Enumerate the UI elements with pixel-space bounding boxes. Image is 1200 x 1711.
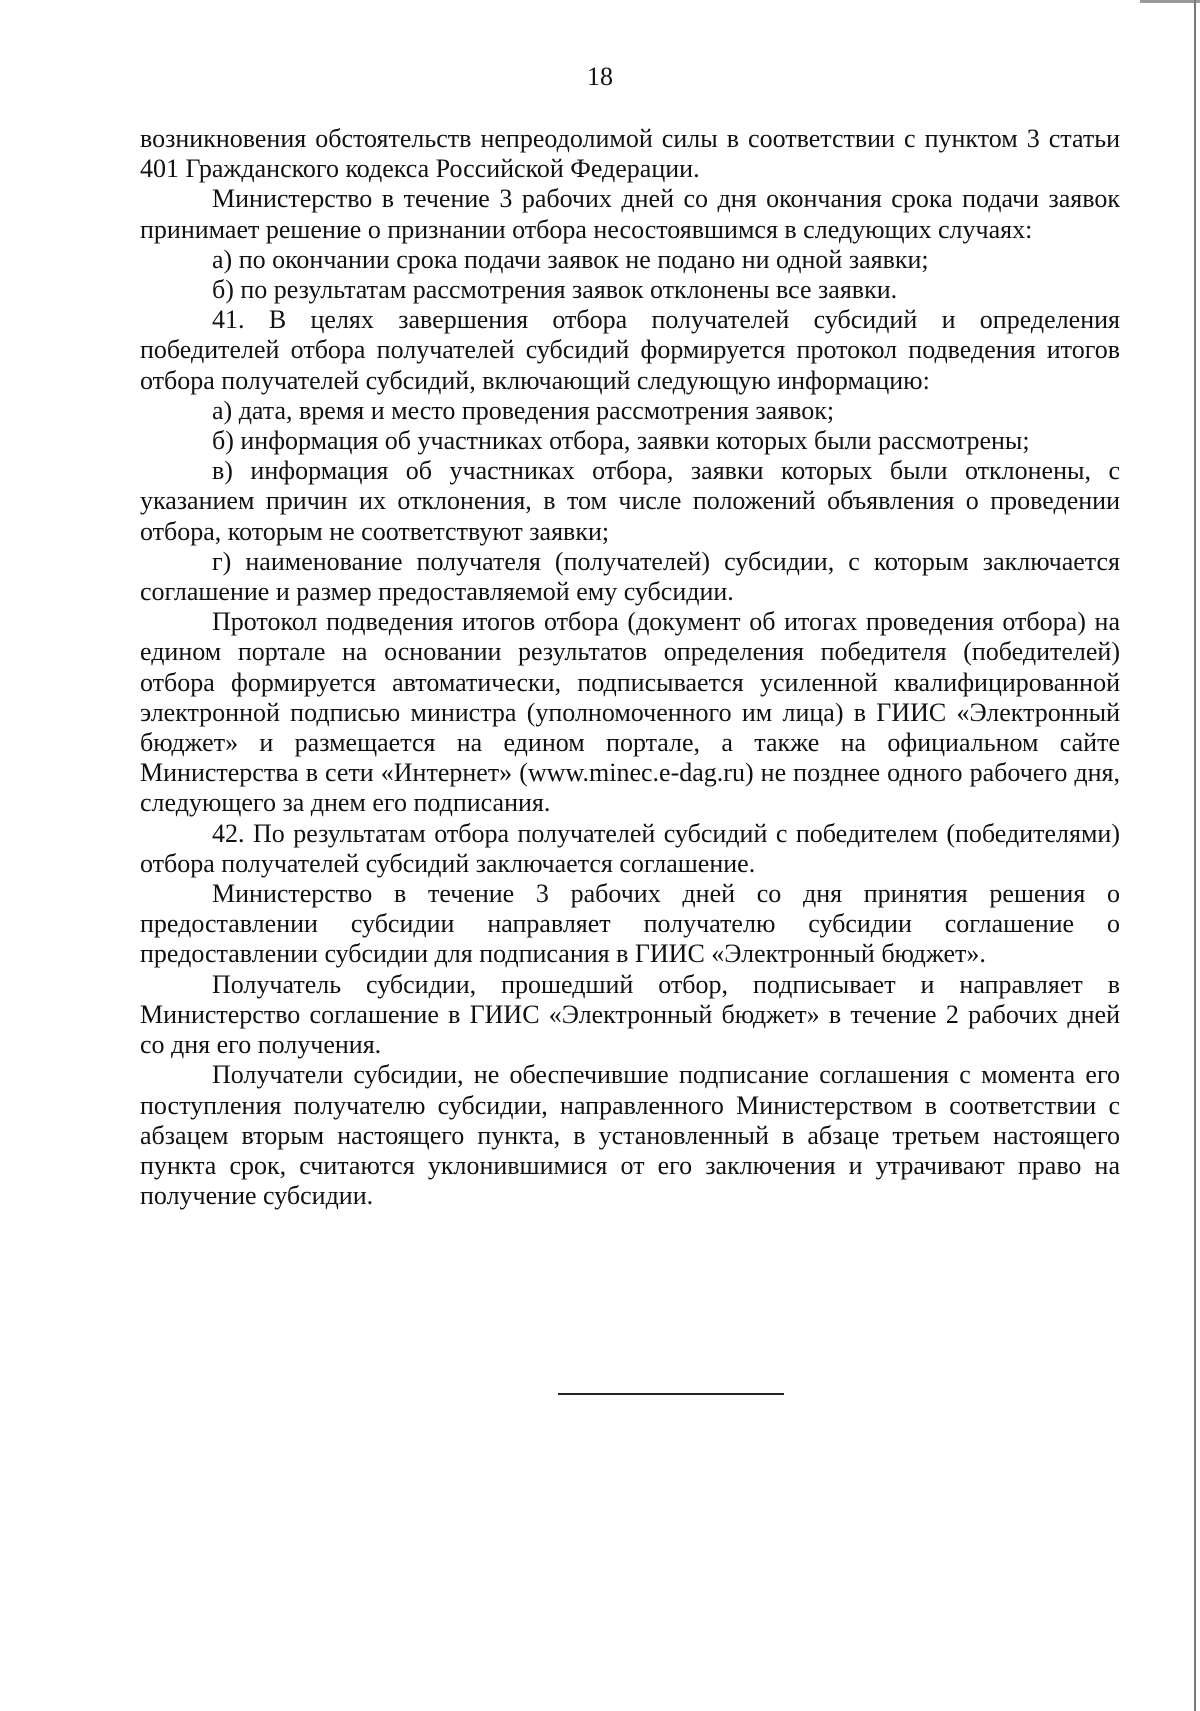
paragraph-2: Министерство в течение 3 рабочих дней со дня окончания срока подачи заявок принимает решение о признании отбора несостоявшимся в следующих случаях: — [140, 184, 1120, 244]
page-number: 18 — [587, 62, 613, 91]
paragraph-12: Министерство в течение 3 рабочих дней со дня принятия решения о предоставлении субсидии направляет получателю субсидии соглашение о предоставлении субсидии для подписания в ГИИС «Электронный бюджет». — [140, 879, 1120, 969]
paragraph-7-item-b: б) информация об участниках отбора, заявки которых были рассмотрены; — [212, 426, 1030, 456]
scan-edge-right — [1194, 0, 1196, 1711]
end-of-text-rule — [558, 1393, 784, 1395]
paragraph-6-item-a: а) дата, время и место проведения рассмотрения заявок; — [212, 395, 835, 425]
document-body — [140, 124, 1120, 1211]
scan-edge-top — [1140, 0, 1200, 3]
paragraph-1: возникновения обстоятельств непреодолимой силы в соответствии с пунктом 3 статьи 401 Гражданского кодекса Российской Федерации. — [140, 124, 1120, 184]
paragraph-13: Получатель субсидии, прошедший отбор, подписывает и направляет в Министерство соглашение в ГИИС «Электронный бюджет» в течение 2 рабочих дней со дня его получения. — [140, 969, 1120, 1060]
paragraph-11-clause-42: 42. По результатам отбора получателей субсидий с победителем (победителями) отбора получателей субсидий заключается соглашение. — [140, 818, 1120, 878]
paragraph-3-item-a: а) по окончании срока подачи заявок не подано ни одной заявки; — [212, 244, 929, 274]
paragraph-10-protocol: Протокол подведения итогов отбора (документ об итогах проведения отбора) на едином портале на основании результатов определения победителя (победителей) отбора формируется автоматически, подписывается усиленной квалифицированной электронной подписью министра (уполномоченного им лица) в ГИИС «Электронный бюджет» и размещается на едином портале, а также на официальном сайте Министерства в сети «Интернет» (www.minec.e-dag.ru) не позднее одного рабочего дня, следующего за днем его подписания. — [140, 607, 1120, 818]
paragraph-8-item-v: в) информация об участниках отбора, заявки которых были отклонены, с указанием причин их отклонения, в том числе положений объявления о проведении отбора, которым не соответствуют заявки; — [140, 456, 1120, 546]
paragraph-14: Получатели субсидии, не обеспечившие подписание соглашения с момента его поступления получателю субсидии, направленного Министерством в соответствии с абзацем вторым настоящего пункта, в установленный в абзаце третьем настоящего пункта срок, считаются уклонившимися от его заключения и утрачивают право на получение субсидии. — [140, 1060, 1120, 1211]
paragraph-9-item-g: г) наименование получателя (получателей) субсидии, с которым заключается соглашение и размер предоставляемой ему субсидии. — [140, 546, 1120, 607]
paragraph-4-item-b: б) по результатам рассмотрения заявок отклонены все заявки. — [212, 275, 898, 305]
paragraph-5-clause-41: 41. В целях завершения отбора получателей субсидий и определения победителей отбора получателей субсидий формируется протокол подведения итогов отбора получателей субсидий, включающий следующую информацию: — [140, 305, 1120, 395]
